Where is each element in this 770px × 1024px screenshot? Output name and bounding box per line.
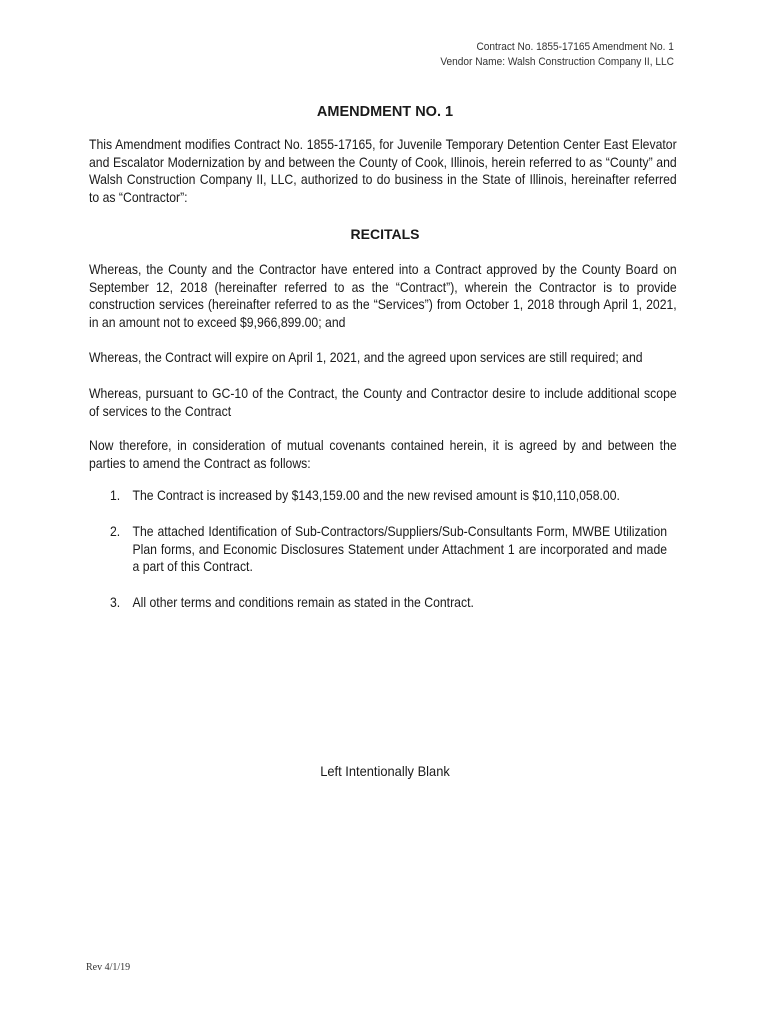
amendment-item-text: The Contract is increased by $143,159.00 and the new revised amount is $10,110,058.00. (132, 488, 620, 503)
amendment-item-number: 1. (110, 488, 121, 503)
recital-paragraph: Whereas, pursuant to GC-10 of the Contract, the County and Contractor desire to include additional scope of services to the Contract (89, 386, 677, 419)
amendment-item-number: 2. (110, 524, 121, 539)
recital-paragraph: Whereas, the Contract will expire on April 1, 2021, and the agreed upon services are still required; and (89, 350, 643, 365)
recital-paragraph: Now therefore, in consideration of mutual covenants contained herein, it is agreed by and between the parties to amend the Contract as follows: (89, 438, 677, 471)
amendment-item-text: The attached Identification of Sub-Contractors/Suppliers/Sub-Consultants Form, MWBE Utilization Plan forms, and Economic Disclosures Statement under Attachment 1 are incorporated and made a part of this Contract. (132, 524, 668, 574)
recitals-heading: RECITALS (350, 226, 420, 242)
contract-number-line: Contract No. 1855-17165 Amendment No. 1 (476, 41, 674, 53)
amendment-item-number: 3. (110, 595, 121, 610)
amendment-item-text: All other terms and conditions remain as stated in the Contract. (132, 595, 474, 610)
amendment-title: AMENDMENT NO. 1 (316, 104, 454, 120)
recital-paragraph: Whereas, the County and the Contractor have entered into a Contract approved by the County Board on September 12, 2018 (hereinafter referred to as the “Contract”), wherein the Contractor is to provide construction services (hereinafter referred to as the “Services”) from October 1, 2018 through April 1, 2021, in an amount not to exceed $9,966,899.00; and (89, 262, 677, 330)
vendor-name-line: Vendor Name: Walsh Construction Company II, LLC (440, 56, 674, 68)
left-blank-note: Left Intentionally Blank (320, 763, 450, 779)
intro-paragraph: This Amendment modifies Contract No. 1855-17165, for Juvenile Temporary Detention Center East Elevator and Escalator Modernization by and between the County of Cook, Illinois, herein referred to as “County” and Walsh Construction Company II, LLC, authorized to do business in the State of Illinois, hereinafter referred to as “Contractor”: (89, 137, 677, 205)
document-header (440, 40, 674, 70)
revision-footer: Rev 4/1/19 (86, 962, 131, 973)
